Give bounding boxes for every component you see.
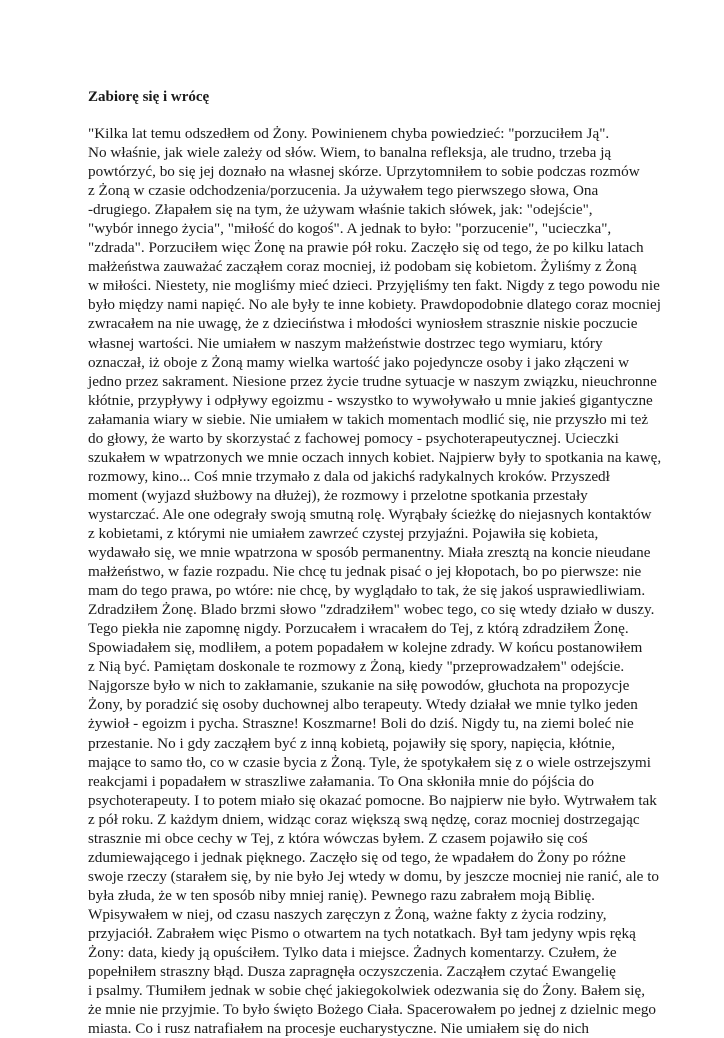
text-line: kłótnie, przypływy i odpływy egoizmu - wszystko to wywoływało u mnie jakieś gigantyczne [88, 391, 653, 409]
text-line: "wybór innego życia", "miłość do kogoś". A jednak to było: "porzucenie", "ucieczka", [88, 220, 612, 238]
text-line: przestanie. No i gdy zacząłem być z inną kobietą, pojawiły się spory, napięcia, kłótnie, [88, 734, 616, 752]
text-line: "Kilka lat temu odszedłem od Żony. Powinienem chyba powiedzieć: "porzuciłem Ją". [88, 125, 610, 142]
text-line: załamania wiary w siebie. Nie umiałem w takich momentach modlić się, nie przyszło mi też [88, 410, 649, 428]
text-line: rozmowy, kino... Coś mnie trzymało z dala od jakichś radykalnych kroków. Przyszedł [88, 467, 610, 485]
text-line: żywioł - egoizm i pycha. Straszne! Koszmarne! Boli do dziś. Nigdy tu, na ziemi boleć nie [88, 715, 634, 733]
text-line: Zdradziłem Żonę. Blado brzmi słowo "zdradziłem" wobec tego, co się wtedy działo w duszy. [88, 601, 655, 619]
text-line: własnej wartości. Nie umiałem w naszym małżeństwie dostrzec tego wymiaru, który [88, 334, 603, 352]
text-line: przyjaciół. Zabrałem więc Pismo o otwartem na tych notatkach. Był tam jedyny wpis ręką [88, 924, 636, 942]
text-line: mam do tego prawa, po wtóre: nie chcę, by wyglądało to tak, że się jakoś usprawiedliwiam. [88, 582, 646, 600]
text-line: Żony: data, kiedy ją opuściłem. Tylko data i miejsce. Żadnych komentarzy. Czułem, że [88, 944, 617, 962]
text-line: jedno przez sakrament. Niesione przez życie trudne sytuacje w naszym związku, nieuchronne [88, 372, 657, 390]
text-line: Tego piekła nie zapomnę nigdy. Porzucałem i wracałem do Tej, z którą zdradziłem Żonę. [88, 620, 629, 638]
text-line: było między nami napięć. No ale były te inne kobiety. Prawdopodobnie dlatego coraz mocniej [88, 296, 662, 314]
text-line: była złuda, że w ten sposób niby mniej ranię). Pewnego razu zabrałem moją Biblię. [88, 886, 595, 904]
text-line: mające to samo tło, co w czasie bycia z Żoną. Tyle, że spotykałem się z o wiele ostrzejszymi [88, 753, 651, 771]
text-line: z kobietami, z którymi nie umiałem zawrzeć czystej przyjaźni. Pojawiła się kobieta, [88, 524, 599, 542]
text-line: oznaczał, iż oboje z Żoną mamy wielka wartość jako pojedyncze osoby i jako złączeni w [88, 353, 630, 371]
text-line: miasta. Co i rusz natrafiałem na procesje eucharystyczne. Nie umiałem się do nich [88, 1020, 590, 1038]
text-line: wydawało się, we mnie wpatrzona w sposób permanentny. Miała zresztą na koncie nieudane [88, 544, 651, 562]
text-line: Żony, by poradzić się osoby duchownej albo terapeuty. Wtedy działał we mnie tylko jeden [88, 696, 638, 714]
text-line: z Nią być. Pamiętam doskonale te rozmowy z Żoną, kiedy "przeprowadzałem" odejście. [88, 658, 625, 676]
document-body [88, 124, 662, 1038]
text-line: popełniłem straszny błąd. Dusza zapragnęła oczyszczenia. Zacząłem czytać Ewangelię [88, 963, 616, 981]
text-line: psychoterapeuty. I to potem miało się okazać pomocne. Bo najpierw nie było. Wytrwałem tak [88, 791, 657, 809]
text-line: małżeństwa zauważać zacząłem coraz mocniej, iż podobam się kobietom. Żyliśmy z Żoną [88, 258, 637, 276]
text-line: swoje rzeczy (starałem się, by nie było Jej wtedy w domu, by jeszcze mocniej nie ranić, ale to [88, 867, 660, 885]
text-line: z pół roku. Z każdym dniem, widząc coraz większą swą nędzę, coraz mocniej dostrzegając [88, 810, 640, 828]
text-line: moment (wyjazd służbowy na dłużej), że rozmowy i przelotne spotkania przestały [88, 486, 588, 504]
text-line: Spowiadałem się, modliłem, a potem popadałem w kolejne zdrady. W końcu postanowiłem [88, 639, 643, 657]
text-line: z Żoną w czasie odchodzenia/porzucenia. Ja używałem tego pierwszego słowa, Ona [88, 182, 599, 200]
text-line: małżeństwo, w fazie rozpadu. Nie chcę tu jednak pisać o jej kłopotach, bo po pierwsze: nie [88, 563, 642, 581]
text-line: szukałem w wpatrzonych we mnie oczach innych kobiet. Najpierw były to spotkania na kawę, [88, 448, 662, 466]
text-line: Wpisywałem w niej, od czasu naszych zaręczyn z Żoną, ważne fakty z życia rodziny, [88, 905, 607, 923]
text-line: w miłości. Niestety, nie mogliśmy mieć dzieci. Przyjęliśmy ten fakt. Nigdy z tego powodu nie [88, 277, 660, 295]
text-line: i psalmy. Tłumiłem jednak w sobie chęć jakiegokolwiek odezwania się do Żony. Bałem się, [88, 982, 646, 1000]
text-line: zwracałem na nie uwagę, że z dzieciństwa i młodości wyniosłem strasznie niskie poczucie [88, 315, 638, 333]
text-line: -drugiego. Złapałem się na tym, że używam właśnie takich słówek, jak: "odejście", [88, 201, 593, 219]
text-line: zdumiewającego i jednak pięknego. Zaczęło się od tego, że wpadałem do Żony po różne [88, 848, 626, 866]
text-line: wystarczać. Ale one odegrały swoją smutną rolę. Wyrąbały ścieżkę do niejasnych kontaktów [88, 505, 652, 523]
text-line: powtórzyć, bo się jej doznało na własnej skórze. Uprzytomniłem to sobie podczas rozmów [88, 163, 640, 181]
text-line: reakcjami i popadałem w straszliwe załamania. To Ona skłoniła mnie do pójścia do [88, 772, 595, 790]
text-line: No właśnie, jak wiele zależy od słów. Wiem, to banalna refleksja, ale trudno, trzeba ją [88, 144, 612, 162]
text-line: "zdrada". Porzuciłem więc Żonę na prawie pół roku. Zaczęło się od tego, że po kilku latach [88, 239, 644, 257]
document-title: Zabiorę się i wrócę [88, 89, 210, 105]
text-line: Najgorsze było w nich to zakłamanie, szukanie na siłę powodów, głuchota na propozycje [88, 677, 630, 695]
text-line: do głowy, że warto by skorzystać z fachowej pomocy - psychoterapeutycznej. Ucieczki [88, 429, 619, 447]
text-line: strasznie mi obce cechy w Tej, z która wówczas byłem. Z czasem pojawiło się coś [88, 829, 588, 847]
text-line: że mnie nie przyjmie. To było święto Bożego Ciała. Spacerowałem po jednej z dzielnic mego [88, 1001, 657, 1019]
